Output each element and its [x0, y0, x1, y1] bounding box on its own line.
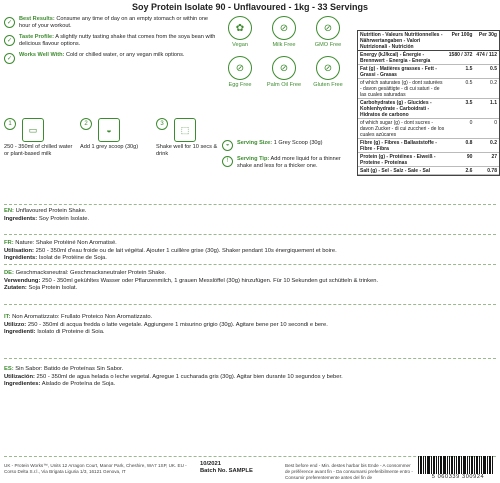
badge-gluten-free: [310, 56, 346, 88]
glass-icon: ▭: [22, 118, 44, 142]
egg-icon: ⊘: [228, 56, 252, 80]
barcode-bars: [418, 456, 498, 474]
col-per-100g: Per 100g: [447, 31, 475, 51]
step-3: [156, 118, 226, 157]
step-number: 2: [80, 118, 92, 130]
lang-ingredients: Aislado de Proteína de Soja.: [41, 381, 116, 388]
barcode-bar: [458, 456, 460, 474]
barcode-bar: [418, 456, 419, 474]
barcode-bar: [467, 456, 468, 474]
step-text: 250 - 350ml of chilled water or plant-based milk: [4, 144, 73, 157]
barcode-bar: [438, 456, 439, 474]
info-text: Consume any time of day on an empty stomach or within one hour of your workout.: [19, 16, 209, 29]
nutrition-row-carbohydrates: [358, 99, 499, 119]
gluten-icon: ⊘: [316, 56, 340, 80]
nutrient-name: Protein (g) - Protéines - Eiweiß - Proteine - Proteínas: [358, 153, 447, 167]
info-list: [4, 16, 218, 68]
nutrient-name: of which sugar (g) - dont sucres - davon Zucker - di cui zuccheri - de los cuales azúcares: [358, 119, 447, 139]
serving-info: [222, 140, 352, 175]
divider: [4, 358, 496, 359]
lang-usage: 250 - 350ml gekühltes Wasser oder Pflanzenmilch, 1 grauen Messlöffel (30g) hinzufügen. Für 10 Sekunden gut schütteln & trinken.: [42, 277, 379, 284]
info-best-results: [4, 16, 218, 30]
manufacturer-address: UK - Protein Works™, Units 12 Arragon Court, Manor Park, Cheshire, WA7 1SP, UK. EU - Corso Delta S.r.l., Via Brigata Liguria 1/3, 16121 Genova, IT: [4, 463, 187, 474]
nutrition-row-protein: [358, 153, 499, 167]
lang-usage: 250 - 350ml di acqua fredda o latte vegetale. Aggiungere 1 misurino grigio (30g). Agitare bene per 10 secondi e bere.: [27, 321, 328, 328]
divider: [4, 264, 496, 265]
barcode-bar: [471, 456, 473, 474]
lang-section-en: [4, 208, 496, 223]
batch-info: [200, 461, 280, 475]
nutrient-per-30g: 27: [474, 153, 499, 167]
lang-product-name: Non Aromatizzato: Frullato Proteico Non Aromatizzato.: [12, 314, 153, 320]
barcode-bar: [440, 456, 442, 474]
scoop-icon: ◒: [98, 118, 120, 142]
step-text: Shake well for 10 secs & drink: [156, 144, 218, 157]
barcode-bar: [431, 456, 432, 474]
lang-code: ES:: [4, 366, 14, 372]
lang-ingredients: Isolato di Proteine di Soia.: [37, 329, 105, 336]
info-label: Works Well With:: [19, 52, 65, 58]
lang-ingredients: Isolat de Protéine de Soja.: [38, 255, 107, 262]
nutrition-row-fibre: [358, 139, 499, 153]
milk-icon: ⊘: [272, 16, 296, 40]
lang-code: EN:: [4, 208, 14, 214]
barcode-bar: [476, 456, 478, 474]
lang-section-it: [4, 314, 496, 337]
badge-milk-free: [266, 16, 302, 48]
lang-product-name: Nature: Shake Protéiné Non Aromatisé.: [15, 240, 117, 246]
nutrient-per-30g: 474 / 112: [474, 51, 499, 65]
lang-ingredients-label: Ingredients:: [4, 215, 38, 222]
nutrient-name: Fat (g) - Matières grasses - Fett - Grassi - Grasas: [358, 65, 447, 79]
barcode-bar: [481, 456, 482, 474]
nutrient-name: Carbohydrates (g) - Glucides - Kohlenhydrate - Carboidrati - Hidratos de carbono: [358, 99, 447, 119]
barcode-bar: [461, 456, 462, 474]
info-works-well-with: [4, 52, 218, 64]
nutrition-table: [357, 30, 500, 176]
nutrient-per-100g: 3.5: [447, 99, 475, 119]
lang-code: IT:: [4, 314, 11, 320]
nutrient-name: Energy (kJ/kcal) - Énergie - Brennwert - Energia - Energía: [358, 51, 447, 65]
divider: [4, 234, 496, 235]
badge-label: Milk Free: [272, 42, 296, 48]
serving-size-label: Serving Size:: [237, 140, 273, 146]
badge-gmo-free: [310, 16, 346, 48]
lang-usage: 250 - 350ml d'eau froide ou de lait végétal. Ajouter 1 cuillère grise (30g). Shaker pendant 10s énergiquement et boire.: [35, 247, 337, 254]
lang-ingredients-label: Ingredientes:: [4, 381, 41, 388]
barcode-bar: [487, 456, 488, 474]
lang-ingredients: Soy Protein Isolate.: [38, 215, 90, 222]
badge-label: GMO Free: [314, 42, 342, 48]
lang-usage-label: Utilisation:: [4, 247, 34, 254]
info-taste-profile: [4, 34, 218, 48]
nutrient-per-30g: 1.1: [474, 99, 499, 119]
lang-section-de: [4, 270, 496, 293]
check-icon: ✓: [4, 53, 15, 64]
badge-label: Vegan: [232, 42, 248, 48]
barcode-bar: [427, 456, 430, 474]
info-text: Cold or chilled water, or any vegan milk options.: [66, 52, 185, 58]
step-2: [80, 118, 150, 150]
barcode-bar: [433, 456, 435, 474]
barcode-bar: [425, 456, 426, 474]
lang-code: DE:: [4, 270, 14, 276]
lang-section-es: [4, 366, 496, 389]
barcode-bar: [469, 456, 470, 474]
barcode-bar: [483, 456, 486, 474]
product-title: Soy Protein Isolate 90 - Unflavoured - 1kg - 33 Servings: [131, 2, 369, 12]
nutrient-per-30g: 0.78: [474, 167, 499, 175]
lang-code: FR:: [4, 240, 14, 246]
step-1: [4, 118, 74, 157]
nutrient-per-30g: 0: [474, 119, 499, 139]
gmo-icon: ⊘: [316, 16, 340, 40]
best-before-text: Best before end - Min. destes harbar bis Ende - A consommer de préférence avant fin - Da consumarsi preferibilmente entro - Consumir preferentemente antes del fin de: [285, 463, 413, 480]
lang-ingredients-label: Zutaten:: [4, 285, 27, 292]
leaf-icon: ✿: [228, 16, 252, 40]
badge-label: Gluten Free: [313, 82, 343, 88]
serving-size-text: 1 Grey Scoop (30g): [273, 140, 323, 146]
serving-tip-text: Add more liquid for a thinner shake and less for a thicker one.: [237, 156, 341, 169]
barcode-bar: [474, 456, 475, 474]
badge-egg-free: [222, 56, 258, 88]
barcode-bar: [436, 456, 437, 474]
step-number: 1: [4, 118, 16, 130]
nutrient-per-100g: 2.6: [447, 167, 475, 175]
nutrition-row-sugar: [358, 119, 499, 139]
info-label: Taste Profile:: [19, 34, 55, 40]
check-icon: ✓: [4, 35, 15, 46]
info-text: A slightly nutty tasting shake that comes from the soya bean with delicious flavour options.: [19, 34, 216, 47]
barcode-bar: [443, 456, 446, 474]
nutrient-per-100g: 0.5: [447, 79, 475, 99]
nutrient-per-100g: 1.5: [447, 65, 475, 79]
badge-palm-oil-free: [266, 56, 302, 88]
lang-ingredients-label: Ingrédients:: [4, 255, 38, 262]
nutrient-per-30g: 0.5: [474, 65, 499, 79]
lang-usage-label: Verwendung:: [4, 277, 41, 284]
shaker-icon: ⬚: [174, 118, 196, 142]
barcode-bar: [479, 456, 480, 474]
barcode: [418, 456, 498, 482]
check-icon: ✓: [4, 17, 15, 28]
serving-size: [222, 140, 352, 151]
lang-product-name: Geschmacksneutral: Geschmacksneutraler Protein Shake.: [15, 270, 167, 276]
lang-usage-label: Utilización:: [4, 373, 35, 380]
lang-section-fr: [4, 240, 496, 263]
barcode-bar: [420, 456, 422, 474]
nutrition-title: Nutrition - Valeurs Nutritionnelles - Nährwertangaben - Valori Nutrizionali - Nutrición: [358, 31, 447, 51]
barcode-bar: [423, 456, 424, 474]
nutrition-header: [358, 31, 499, 51]
lang-usage: 250 - 350ml de agua helada o leche vegetal. Agregue 1 cucharada gris (30g). Agitar bien durante 10 segundos y beber.: [36, 373, 343, 380]
barcode-bar: [449, 456, 450, 474]
palm-icon: ⊘: [272, 56, 296, 80]
lang-usage-label: Utilizzo:: [4, 321, 27, 328]
nutrient-name: Fibre (g) - Fibres - Ballaststoffe - Fibre - Fibra: [358, 139, 447, 153]
nutrient-per-30g: 0.2: [474, 139, 499, 153]
preparation-steps: [4, 118, 224, 188]
nutrition-row-saturates: [358, 79, 499, 99]
badge-label: Egg Free: [228, 82, 252, 88]
lang-product-name: Sin Sabor: Batido de Proteínas Sin Sabor.: [15, 366, 124, 372]
nutrient-per-100g: 90: [447, 153, 475, 167]
batch-date: 10/2021: [200, 461, 221, 467]
barcode-bar: [456, 456, 457, 474]
nutrient-per-30g: 0.2: [474, 79, 499, 99]
barcode-bar: [451, 456, 453, 474]
lang-ingredients-label: Ingredienti:: [4, 329, 36, 336]
step-number: 3: [156, 118, 168, 130]
nutrient-name: Salt (g) - Sel - Salz - Sale - Sal: [358, 167, 447, 175]
barcode-bar: [492, 456, 493, 474]
nutrient-per-100g: 1580 / 372: [447, 51, 475, 65]
badge-vegan: [222, 16, 258, 48]
barcode-bar: [454, 456, 455, 474]
divider: [4, 304, 496, 305]
badge-label: Palm Oil Free: [266, 82, 302, 88]
barcode-bar: [489, 456, 491, 474]
nutrition-row-energy: [358, 51, 499, 65]
nutrient-name: of which saturates (g) - dont saturées - davon gesättigte - di cui saturi - de las cuales saturadas: [358, 79, 447, 99]
lang-product-name: Unflavoured Protein Shake.: [15, 208, 87, 214]
batch-number: Batch No. SAMPLE: [200, 468, 253, 474]
scoop-icon: ◒: [222, 140, 233, 151]
nutrition-row-salt: [358, 167, 499, 175]
lightbulb-icon: !: [222, 156, 233, 167]
serving-tip-label: Serving Tip:: [237, 156, 270, 162]
step-text: Add 1 grey scoop (30g): [80, 144, 139, 150]
lang-ingredients: Soja Protein Isolat.: [28, 285, 78, 292]
col-per-30g: Per 30g: [474, 31, 499, 51]
divider: [4, 204, 496, 205]
barcode-bar: [447, 456, 448, 474]
barcode-number: 5 060339 300924: [431, 474, 485, 480]
nutrient-per-100g: 0.8: [447, 139, 475, 153]
nutrient-per-100g: 0: [447, 119, 475, 139]
barcode-bar: [463, 456, 466, 474]
info-label: Best Results:: [19, 16, 55, 22]
nutrition-row-fat: [358, 65, 499, 79]
serving-tip: [222, 156, 352, 170]
